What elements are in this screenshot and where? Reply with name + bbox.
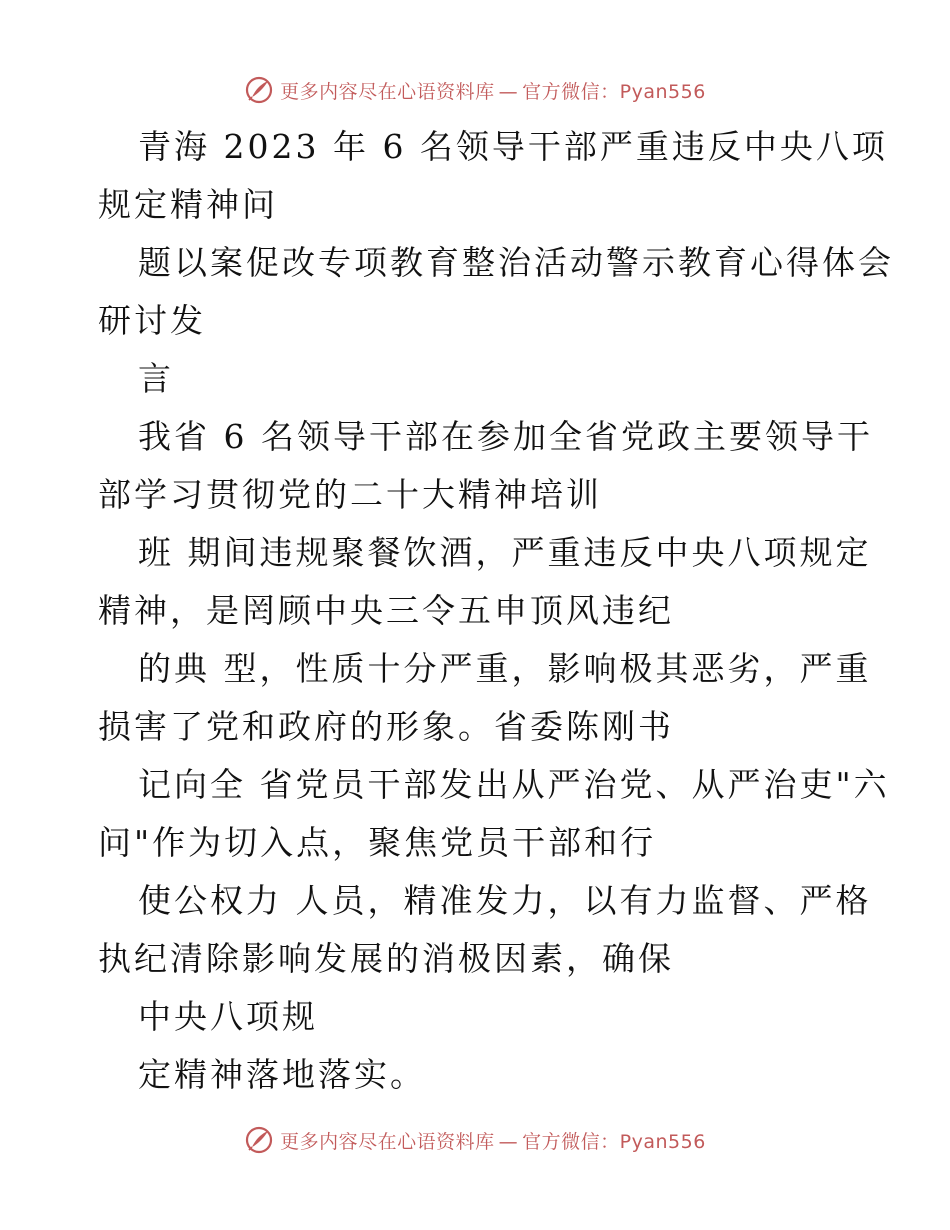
paragraph-line-9: 使公权力 人员，精准发力，以有力监督、严格 [138,881,872,920]
banner-wechat-id: 官方微信：Pyan556 [522,80,706,103]
paragraph-line-10: 执纪清除影响发展的消极因素，确保 [98,939,674,978]
header-watermark-banner [0,70,950,110]
banner-separator: — [498,1130,519,1153]
banner-wechat-id: 官方微信：Pyan556 [522,1130,706,1153]
title-line-4: 研讨发 [98,301,206,340]
paragraph-line-12: 定精神落地落实。 [138,1055,426,1094]
paragraph-line-7: 记向全 省党员干部发出从严治党、从严治吏"六 [138,765,890,804]
feather-quill-circle-icon [244,75,274,105]
feather-quill-circle-icon [244,1125,274,1155]
document-body [98,118,894,1104]
footer-watermark-banner [0,1120,950,1160]
paragraph-line-1: 我省 6 名领导干部在参加全省党政主要领导干 [138,417,873,456]
paragraph-line-3: 班 期间违规聚餐饮酒，严重违反中央八项规定 [138,533,872,572]
banner-separator: — [498,80,519,103]
paragraph-line-11: 中央八项规 [138,997,318,1036]
paragraph-line-4: 精神，是罔顾中央三令五申顶风违纪 [98,591,674,630]
title-line-5: 言 [138,359,174,398]
paragraph-line-2: 部学习贯彻党的二十大精神培训 [98,475,602,514]
title-line-2: 规定精神问 [98,185,278,224]
paragraph-line-8: 问"作为切入点，聚焦党员干部和行 [98,823,657,862]
paragraph-line-5: 的典 型，性质十分严重，影响极其恶劣，严重 [138,649,872,688]
title-line-1: 青海 2023 年 6 名领导干部严重违反中央八项 [138,127,888,166]
banner-site-name: 更多内容尽在心语资料库 [280,80,495,103]
title-line-3: 题以案促改专项教育整治活动警示教育心得体会 [138,243,894,282]
banner-site-name: 更多内容尽在心语资料库 [280,1130,495,1153]
paragraph-line-6: 损害了党和政府的形象。省委陈刚书 [98,707,674,746]
